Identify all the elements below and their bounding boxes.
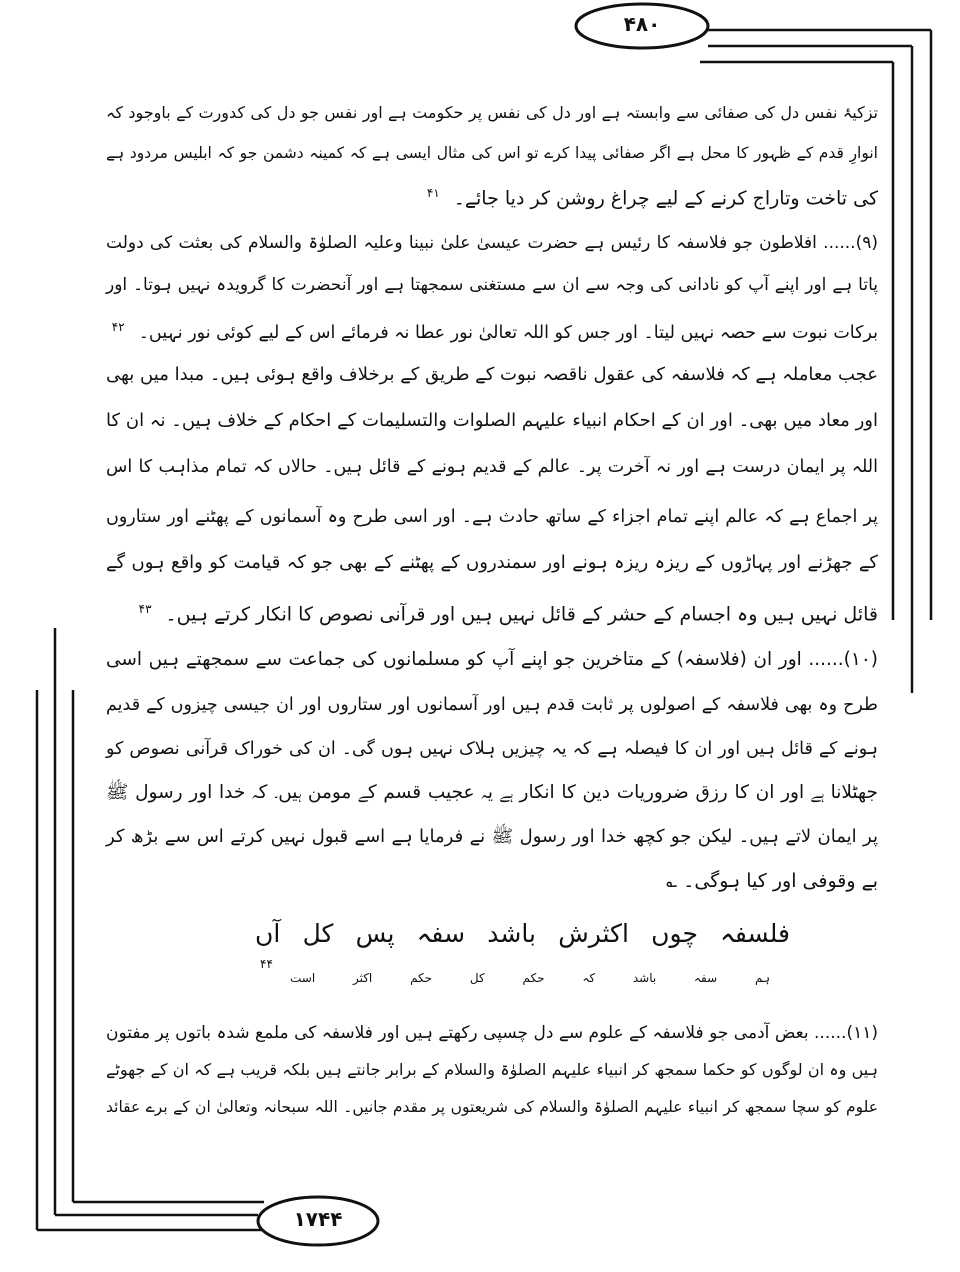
line-text: برکات نبوت سے حصہ نہیں لیتا۔ اور جس کو اللہ تعالیٰ نور عطا نہ فرمائے اس کے لیے کوئی نور نہیں۔ bbox=[138, 322, 878, 343]
text-line bbox=[106, 732, 878, 766]
line-text: جھٹلانا ہے اور ان کا رزق ضروریات دین کا انکار ہے یہ عجیب قسم کے مومن ہیں۔ کہ خدا اور رسول ﷺ bbox=[106, 782, 878, 803]
text-line bbox=[106, 136, 878, 170]
text-line bbox=[106, 1053, 878, 1087]
text-line bbox=[106, 776, 878, 810]
text-line bbox=[106, 820, 878, 854]
footnote-marker: ۴۳ bbox=[138, 602, 152, 616]
line-text: تزکیۂ نفس دل کی صفائی سے وابستہ ہے اور دل کی نفس پر حکومت ہے اور نفس جو دل کی کدورت کے باوجود کہ bbox=[106, 103, 878, 122]
line-text: پاتا ہے اور اپنے آپ کو نادانی کی وجہ سے ان سے مستغنی سمجھتا ہے اور آنحضرت کا گرویدہ نہیں ہوتا۔ اور bbox=[106, 275, 878, 295]
text-line bbox=[106, 1090, 878, 1124]
line-text: کی تاخت وتاراج کرنے کے لیے چراغ روشن کر دیا جائے۔ bbox=[453, 187, 878, 210]
line-text: (۱۱)...... بعض آدمی جو فلاسفہ کے علوم سے دل چسپی رکھتے ہیں اور فلاسفہ کی ملمع شدہ باتوں پر مفتون bbox=[106, 1023, 878, 1043]
line-text: ہیں وہ ان لوگوں کو حکما سمجھ کر انبیاء علیہم الصلوٰۃ والسلام کے برابر جانتے ہیں بلکہ قریب ہے کہ ان کے جھوٹے bbox=[106, 1060, 878, 1079]
paragraph-10-start bbox=[106, 643, 878, 677]
line-text: اللہ پر ایمان درست ہے اور نہ آخرت پر۔ عالم کے قدیم ہونے کے قائل ہیں۔ حالاں کہ تمام مذاہب کا اس bbox=[106, 457, 878, 477]
footnote-marker: ۴۲ bbox=[111, 320, 125, 334]
line-text: بے وقوفی اور کیا ہوگی۔ ؎ bbox=[666, 870, 878, 892]
verse-line-2 bbox=[260, 957, 770, 998]
verse-text: فلسفہ چوں اکثرش باشد سفہ پس کل آں bbox=[255, 919, 790, 948]
page-number-bottom: ۱۷۴۴ bbox=[293, 1207, 343, 1231]
line-text: اور معاد میں بھی۔ اور ان کے احکام انبیاء علیہم الصلوات والتسلیمات کے احکام کے خلاف ہیں۔ نہ ان کا bbox=[106, 410, 878, 431]
text-line bbox=[106, 592, 878, 626]
footnote-marker: ۴۱ bbox=[426, 186, 440, 200]
text-line bbox=[106, 176, 878, 210]
line-text: عجب معاملہ ہے کہ فلاسفہ کی عقول ناقصہ نبوت کے طریق کے برخلاف واقع ہوئی ہیں۔ مبدا میں بھی bbox=[106, 364, 878, 385]
line-text: قائل نہیں ہیں وہ اجسام کے حشر کے قائل نہیں ہیں اور قرآنی نصوص کا انکار کرتے ہیں۔ bbox=[165, 603, 878, 626]
text-line bbox=[106, 96, 878, 130]
text-line bbox=[106, 404, 878, 438]
paragraph-11-start bbox=[106, 1016, 878, 1050]
page-number-top: ۴۸۰ bbox=[623, 12, 661, 36]
text-line bbox=[106, 450, 878, 484]
text-line bbox=[106, 864, 878, 898]
paragraph-9-start bbox=[106, 226, 878, 260]
footnote-marker: ۴۴ bbox=[260, 957, 273, 971]
line-text: پر ایمان لاتے ہیں۔ لیکن جو کچھ خدا اور رسول ﷺ نے فرمایا ہے اسے قبول نہیں کرتے اس سے بڑھ کر bbox=[106, 826, 878, 847]
text-line bbox=[106, 688, 878, 722]
line-text: کے جھڑنے اور پہاڑوں کے ریزہ ریزہ ہونے اور سمندروں کے پھٹنے کے بھی جو کہ قیامت کو واقع ہوں گے bbox=[106, 552, 878, 573]
text-line bbox=[106, 310, 878, 344]
text-line bbox=[106, 268, 878, 302]
text-line bbox=[106, 546, 878, 580]
line-text: (۱۰)...... اور ان (فلاسفہ) کے متاخرین جو اپنے آپ کو مسلمانوں کی جماعت سے سمجھتے ہیں اسی bbox=[106, 649, 878, 670]
line-text: انوارِ قدم کے ظہور کا محل ہے اگر صفائی پیدا کرے تو اس کی مثال ایسی ہے کہ کمینہ دشمن جو کہ ابلیس مردود ہے bbox=[106, 144, 878, 162]
text-line bbox=[106, 500, 878, 534]
line-text: ہونے کے قائل ہیں اور ان کا فیصلہ ہے کہ یہ چیزیں ہلاک نہیں ہوں گی۔ ان کی خوراک قرآنی نصوص کو bbox=[106, 739, 878, 759]
verse-line-1 bbox=[255, 914, 790, 954]
line-text: طرح وہ بھی فلاسفہ کے اصولوں پر ثابت قدم ہیں اور آسمانوں اور ستاروں اور ان جیسی چیزوں کے قدیم bbox=[106, 695, 878, 715]
line-text: علوم کو سچا سمجھ کر انبیاء علیہم الصلوٰۃ والسلام کی شریعتوں پر مقدم جانیں۔ اللہ سبحانہ وتعالیٰ ان کے برے عقائد bbox=[106, 1098, 878, 1116]
verse-text: ہم سفہ باشد کہ حکم کل حکم اکثر است bbox=[290, 971, 770, 985]
text-line bbox=[106, 358, 878, 392]
line-text: پر اجماع ہے کہ عالم اپنے تمام اجزاء کے ساتھ حادث ہے۔ اور اسی طرح وہ آسمانوں کے پھٹنے اور ستاروں bbox=[106, 507, 878, 527]
line-text: (۹)...... افلاطون جو فلاسفہ کا رئیس ہے حضرت عیسیٰ علیٰ نبینا وعلیہ الصلوٰۃ والسلام کی بعثت کی دولت bbox=[106, 233, 878, 253]
